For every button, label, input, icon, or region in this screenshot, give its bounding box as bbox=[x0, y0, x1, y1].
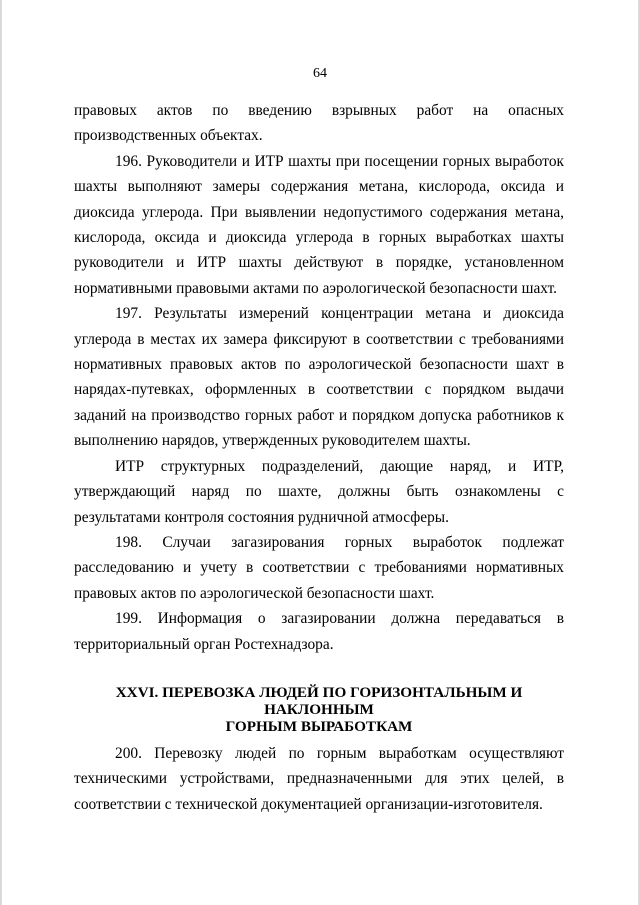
paragraph-196: 196. Руководители и ИТР шахты при посещении горных выработок шахты выполняют замеры содержания метана, кислорода, оксида и диоксида углерода. При выявлении недопустимого содержания метана, кислорода, оксида и диоксида углерода в горных выработках шахты руководители и ИТР шахты действуют в порядке, установленном нормативными правовыми актами по аэрологической безопасности шахт. bbox=[74, 152, 564, 297]
document-body bbox=[74, 98, 564, 817]
section-heading-line2: ГОРНЫМ ВЫРАБОТКАМ bbox=[225, 717, 413, 735]
paragraph-197: 197. Результаты измерений концентрации метана и диоксида углерода в местах их замера фиксируют в соответствии с требованиями нормативных правовых актов по аэрологической безопасности шахт в нарядах-путевках, оформленных в соответствии с порядком выдачи заданий на производство горных работ и порядком допуска работников к выполнению нарядов, утвержденных руководителем шахты. bbox=[74, 305, 564, 450]
paragraph-199: 199. Информация о загазировании должна передаваться в территориальный орган Ростехнадзора. bbox=[74, 610, 564, 653]
paragraph-continuation: правовых актов по введению взрывных работ на опасных производственных объектах. bbox=[74, 102, 564, 145]
paragraph-200: 200. Перевозку людей по горным выработкам осуществляют техническими устройствами, предназначенными для этих целей, в соответствии с технической документацией организации-изготовителя. bbox=[74, 744, 564, 813]
paragraph-198: 198. Случаи загазирования горных выработок подлежат расследованию и учету в соответствии с требованиями нормативных правовых актов по аэрологической безопасности шахт. bbox=[74, 533, 564, 602]
paragraph-197-itr: ИТР структурных подразделений, дающие наряд, и ИТР, утверждающий наряд по шахте, должны быть ознакомлены с результатами контроля состояния рудничной атмосферы. bbox=[74, 457, 564, 526]
page-number: 64 bbox=[313, 66, 327, 81]
section-heading-xxvi bbox=[74, 684, 564, 735]
section-heading-line1: XXVI. ПЕРЕВОЗКА ЛЮДЕЙ ПО ГОРИЗОНТАЛЬНЫМ И НАКЛОННЫМ bbox=[115, 683, 523, 718]
